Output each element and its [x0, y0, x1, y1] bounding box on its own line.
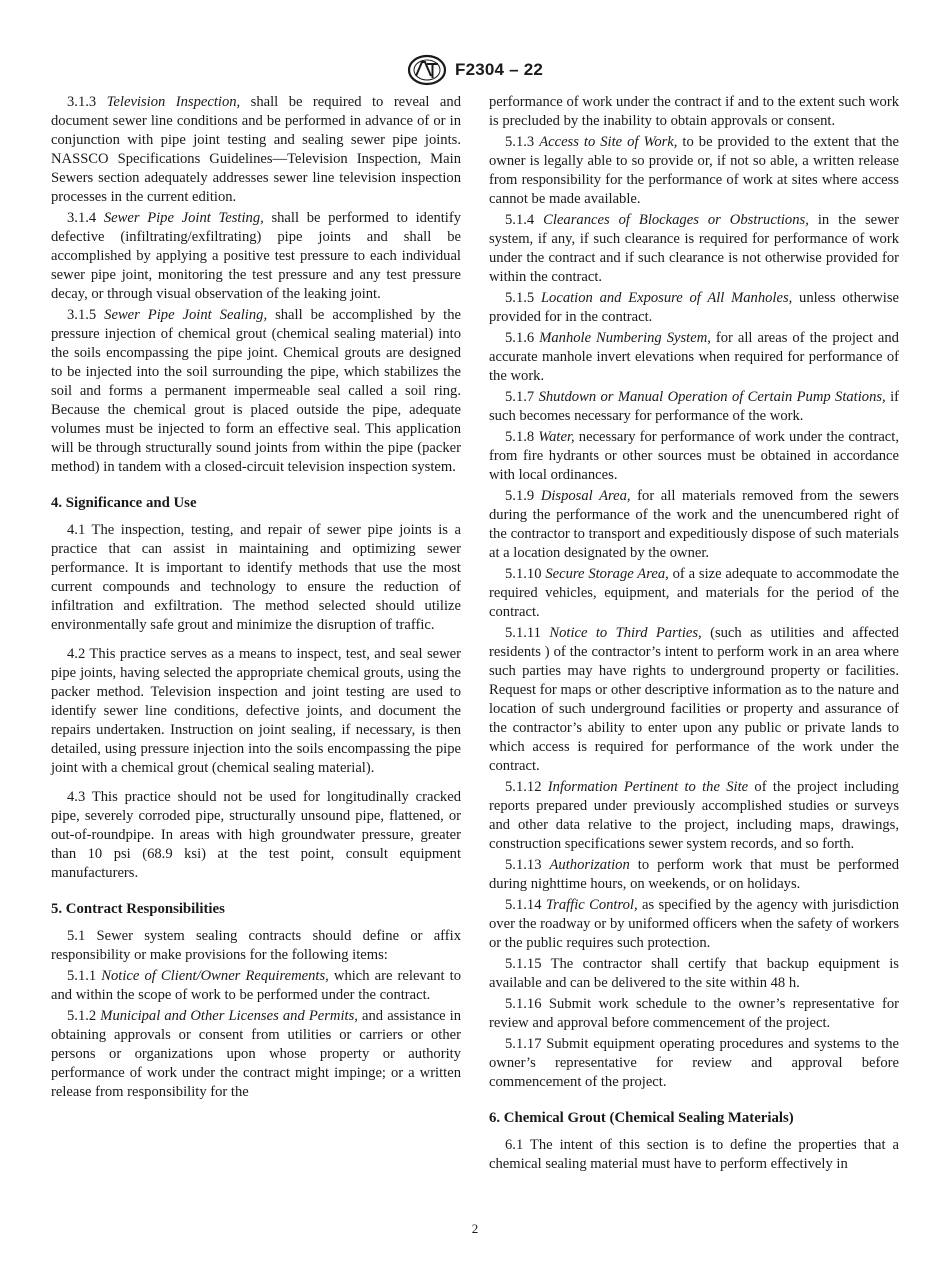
astm-logo-icon	[407, 54, 447, 86]
paragraph-5-1-13: 5.1.13 Authorization to perform work that must be performed during nighttime hours, on weekends, or on holidays.	[489, 857, 899, 892]
paragraph-5-1-5: 5.1.5 Location and Exposure of All Manholes, unless otherwise provided for in the contract.	[489, 290, 899, 325]
paragraph-4-3: 4.3 This practice should not be used for longitudinally cracked pipe, severely corroded pipe, structurally unsound pipe, flattened, or out-of-roundpipe. In areas with high groundwater pressure, greater than 10 psi (68.9 ksi) at the test point, consult equipment manufacturers.	[51, 789, 461, 881]
paragraph-5-1-3: 5.1.3 Access to Site of Work, to be provided to the extent that the owner is legally able to so provide or, if not so able, a written release from responsibility for the performance of work at sites where access cannot be made available.	[489, 134, 899, 207]
paragraph-5-1-9: 5.1.9 Disposal Area, for all materials removed from the sewers during the performance of the work and the unencumbered right of the contractor to transport and expeditiously dispose of such materials at a location designated by the owner.	[489, 488, 899, 561]
paragraph-5-1-4: 5.1.4 Clearances of Blockages or Obstructions, in the sewer system, if any, if such clearance is required for performance of work under the contract and if such clearance is not otherwise provided for within the contract.	[489, 212, 899, 285]
paragraph-5-1-6: 5.1.6 Manhole Numbering System, for all areas of the project and accurate manhole invert elevations when required for performance of the work.	[489, 330, 899, 384]
paragraph-4-1: 4.1 The inspection, testing, and repair of sewer pipe joints is a practice that can assist in maintaining and optimizing sewer performance. It is important to identify methods that use the most current compounds and technology to ensure the reduction of infiltration and exfiltration. The method selected should utilize environmentally safe grout and minimize the disruption of traffic.	[51, 522, 461, 633]
paragraph-5-1-2-continued: performance of work under the contract if and to the extent such work is precluded by the inability to obtain approvals or consent.	[489, 94, 899, 129]
paragraph-5-1-7: 5.1.7 Shutdown or Manual Operation of Certain Pump Stations, if such becomes necessary for performance of the work.	[489, 389, 899, 424]
paragraph-5-1-15: 5.1.15 The contractor shall certify that backup equipment is available and can be delivered to the site within 48 h.	[489, 956, 899, 991]
paragraph-5-1-8: 5.1.8 Water, necessary for performance of work under the contract, from fire hydrants or other sources must be obtained in accordance with local ordinances.	[489, 429, 899, 483]
right-column	[489, 93, 899, 1176]
paragraph-6-1: 6.1 The intent of this section is to define the properties that a chemical sealing material must have to perform effectively in	[489, 1137, 899, 1172]
page-header	[0, 54, 950, 86]
paragraph-5-1-17: 5.1.17 Submit equipment operating procedures and systems to the owner’s representative for review and approval before commencement of the project.	[489, 1036, 899, 1090]
document-designation: F2304 – 22	[454, 60, 543, 79]
paragraph-3-1-4: 3.1.4 Sewer Pipe Joint Testing, shall be performed to identify defective (infiltrating/exfiltrating) pipe joints and shall be accomplished by applying a positive test pressure to each individual sewer pipe joint, monitoring the test pressure and any test pressure decay, or through visual observation of the leaking joint.	[51, 210, 462, 302]
paragraph-3-1-5: 3.1.5 Sewer Pipe Joint Sealing, shall be accomplished by the pressure injection of chemical grout (chemical sealing material) into the soils encompassing the pipe joint. Chemical grouts are designed to be injected into the soil surrounding the pipe, which stabilizes the soil and forms a permanent impermeable seal called a soil ring. Because the chemical grout is placed outside the pipe, adequate volumes must be injected to form an effective seal. This application will be through structurally sound joints from within the pipe (packer method) in tandem with a closed-circuit television inspection system.	[51, 307, 461, 475]
paragraph-4-2: 4.2 This practice serves as a means to inspect, test, and seal sewer pipe joints, having selected the appropriate chemical grouts, using the packer method. Television inspection and joint testing are used to identify sewer line conditions, defective joints, and document the repairs undertaken. Instruction on joint sealing, if necessary, is then detailed, using pressure injection into the soils encompassing the pipe joint with a chemical grout (chemical sealing material).	[51, 646, 461, 776]
paragraph-5-1-16: 5.1.16 Submit work schedule to the owner’s representative for review and approval before commencement of the project.	[489, 996, 899, 1031]
paragraph-5-1-2: 5.1.2 Municipal and Other Licenses and Permits, and assistance in obtaining approvals or consent from utilities or carriers or other persons or organizations upon whose property or authority performance of work under the contract might impinge; or a written release from responsibility for the	[51, 1008, 461, 1100]
paragraph-5-1-11: 5.1.11 Notice to Third Parties, (such as utilities and affected residents ) of the contractor’s intent to perform work in an area where such parties may have rights to underground property or facilities. Request for maps or other descriptive information as to the nature and location of such underground facilities or property and assurance of the contractor’s ability to enter upon any public or private lands to which access is required for performance of the work under the contract.	[489, 625, 899, 774]
paragraph-3-1-3: 3.1.3 Television Inspection, shall be required to reveal and document sewer line conditions and be performed in advance of or in conjunction with pipe joint testing and sealing sewer pipe joints. NASSCO Specifications Guidelines—Television Inspection, Main Sewers section adequately addresses sewer line television inspection processes in the current edition.	[51, 94, 461, 205]
paragraph-5-1-12: 5.1.12 Information Pertinent to the Site of the project including reports prepared under previously accomplished studies or surveys and other data relative to the project, including maps, drawings, construction specifications sewer system records, and so forth.	[489, 779, 899, 852]
paragraph-5-1-10: 5.1.10 Secure Storage Area, of a size adequate to accommodate the required vehicles, equipment, and materials for the period of the contract.	[489, 566, 900, 620]
paragraph-5-1-14: 5.1.14 Traffic Control, as specified by the agency with jurisdiction over the roadway or by uniformed officers when the safety of workers or the public requires such protection.	[489, 897, 899, 951]
section-heading-5: 5. Contract Responsibilities	[51, 901, 225, 917]
left-column	[51, 93, 461, 1104]
section-heading-6: 6. Chemical Grout (Chemical Sealing Materials)	[489, 1110, 794, 1126]
section-heading-4: 4. Significance and Use	[51, 495, 197, 511]
paragraph-5-1: 5.1 Sewer system sealing contracts should define or affix responsibility or make provisions for the following items:	[51, 928, 461, 963]
page-number: 2	[471, 1221, 479, 1236]
paragraph-5-1-1: 5.1.1 Notice of Client/Owner Requirements, which are relevant to and within the scope of work to be performed under the contract.	[51, 968, 461, 1003]
